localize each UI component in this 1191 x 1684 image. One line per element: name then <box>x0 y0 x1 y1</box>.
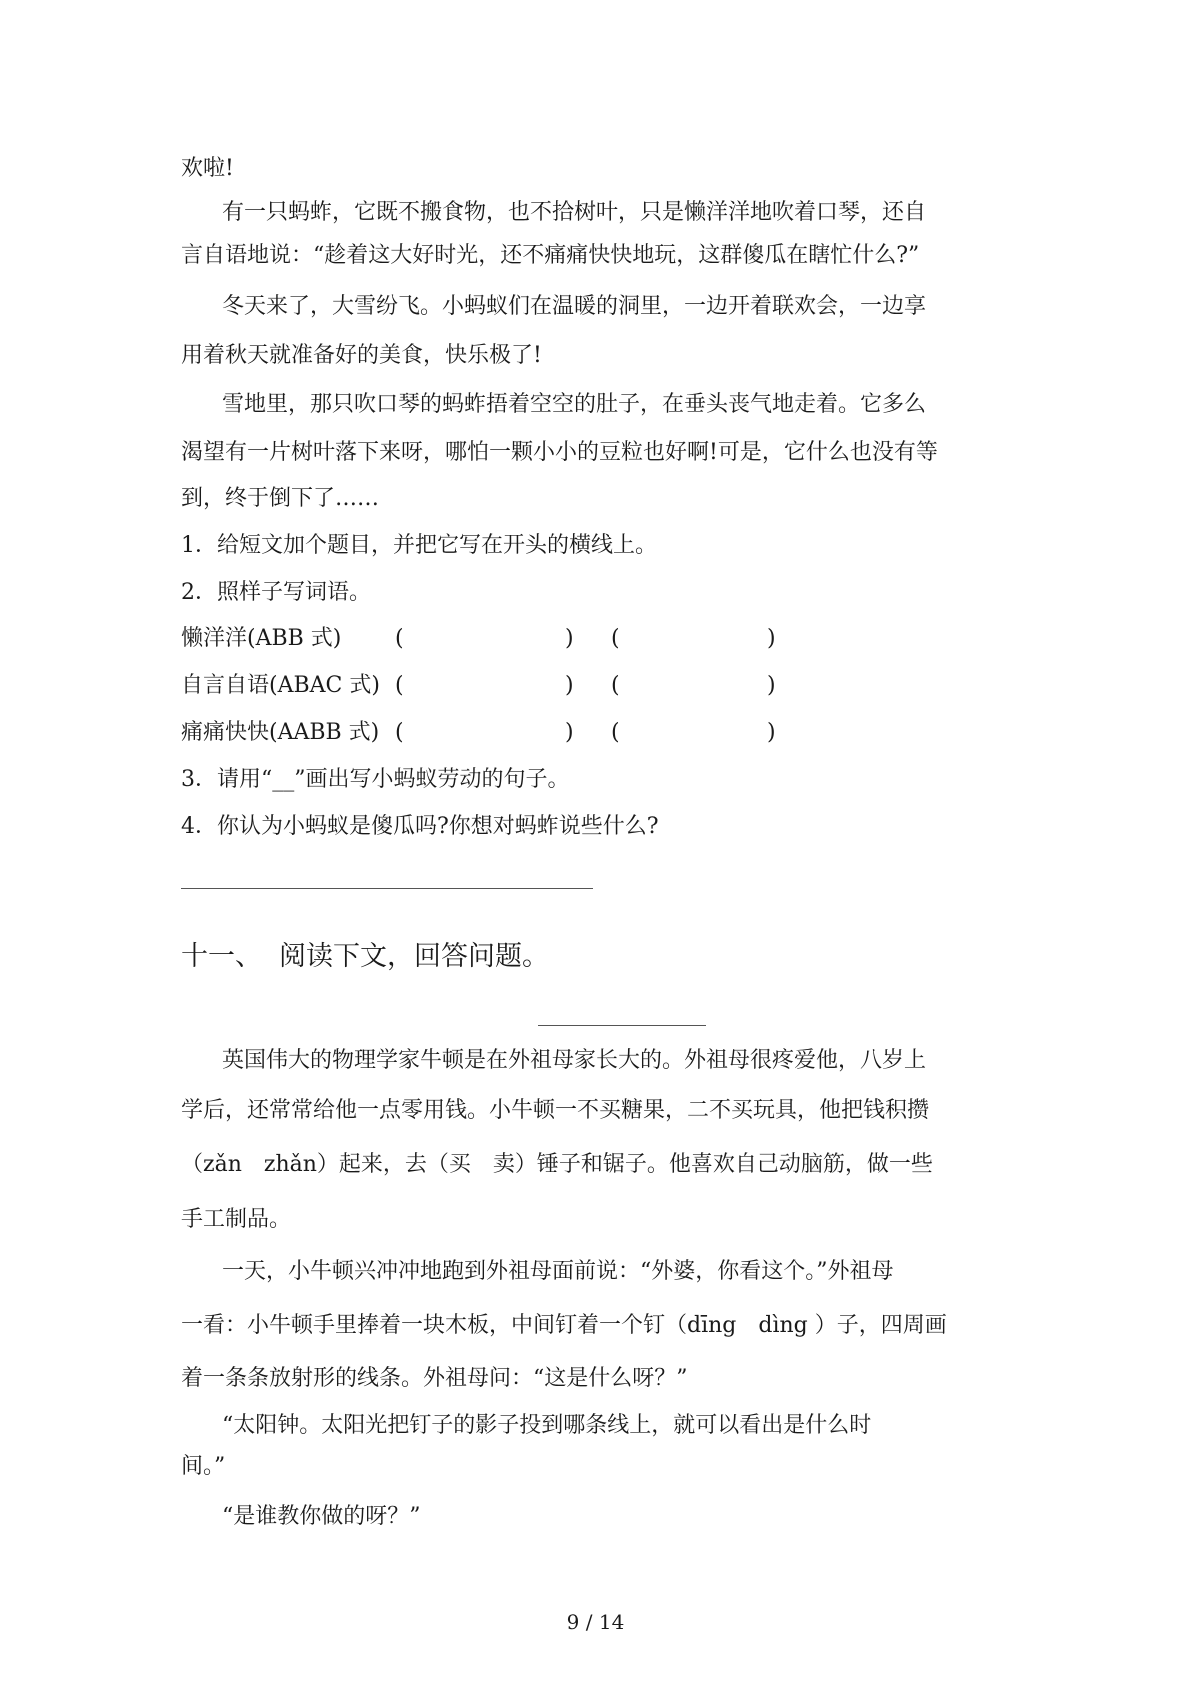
answer-blank-open[interactable]: ( <box>611 673 620 698</box>
passage-line: 手工制品。 <box>181 1207 292 1232</box>
passage-line: 一看：小牛顿手里捧着一块木板，中间钉着一个钉（dīng dìng ）子，四周画 <box>181 1313 947 1338</box>
answer-blank-open[interactable]: ( <box>395 673 404 698</box>
answer-blank-close: ) <box>767 626 776 651</box>
passage-line: 言自语地说：“趁着这大好时光，还不痛痛快快地玩，这群傻瓜在瞎忙什么?” <box>181 243 920 268</box>
answer-blank-close: ) <box>565 720 574 745</box>
passage-line: 雪地里，那只吹口琴的蚂蚱捂着空空的肚子，在垂头丧气地走着。它多么 <box>222 392 927 417</box>
passage-line: “太阳钟。太阳光把钉子的影子投到哪条线上，就可以看出是什么时 <box>222 1413 872 1438</box>
answer-blank-close: ) <box>767 720 776 745</box>
page-current: 9 <box>566 1610 580 1634</box>
answer-blank-open[interactable]: ( <box>395 626 404 651</box>
question-2: 2．照样子写词语。 <box>181 580 371 605</box>
passage-line: 一天，小牛顿兴冲冲地跑到外祖母面前说：“外婆，你看这个。”外祖母 <box>222 1259 894 1284</box>
passage-line: 冬天来了，大雪纷飞。小蚂蚁们在温暖的洞里，一边开着联欢会，一边享 <box>222 294 927 319</box>
answer-blank-close: ) <box>767 673 776 698</box>
answer-line[interactable] <box>181 888 593 889</box>
page-separator: / <box>585 1610 593 1634</box>
title-blank-line[interactable] <box>538 1025 706 1026</box>
passage-line: “是谁教你做的呀？” <box>222 1504 421 1529</box>
page-total: 14 <box>598 1610 625 1634</box>
answer-blank-close: ) <box>565 673 574 698</box>
question-1: 1．给短文加个题目，并把它写在开头的横线上。 <box>181 533 657 558</box>
passage-line: 有一只蚂蚱，它既不搬食物，也不拾树叶，只是懒洋洋地吹着口琴，还自 <box>222 200 927 225</box>
question-4: 4．你认为小蚂蚁是傻瓜吗?你想对蚂蚱说些什么? <box>181 814 659 839</box>
passage-line: 欢啦! <box>181 156 234 181</box>
section-heading <box>181 940 549 974</box>
passage-line: 到，终于倒下了…… <box>181 486 380 511</box>
answer-blank-open[interactable]: ( <box>395 720 404 745</box>
section-number: 十一、 <box>181 941 262 972</box>
passage-line: 间。” <box>181 1454 226 1479</box>
answer-blank-open[interactable]: ( <box>611 626 620 651</box>
passage-line: 用着秋天就准备好的美食，快乐极了! <box>181 343 542 368</box>
passage-line: 着一条条放射形的线条。外祖母问：“这是什么呀？” <box>181 1366 688 1391</box>
word-row-label: 痛痛快快(AABB 式) <box>181 720 380 745</box>
answer-blank-close: ) <box>565 626 574 651</box>
passage-line: 渴望有一片树叶落下来呀，哪怕一颗小小的豆粒也好啊!可是，它什么也没有等 <box>181 440 938 465</box>
answer-blank-open[interactable]: ( <box>611 720 620 745</box>
passage-line: 英国伟大的物理学家牛顿是在外祖母家长大的。外祖母很疼爱他，八岁上 <box>222 1048 927 1073</box>
word-row-label: 懒洋洋(ABB 式) <box>181 626 342 651</box>
passage-line: 学后，还常常给他一点零用钱。小牛顿一不买糖果，二不买玩具，他把钱积攒 <box>181 1098 930 1123</box>
section-title: 阅读下文，回答问题。 <box>279 941 549 972</box>
word-row-label: 自言自语(ABAC 式) <box>181 673 380 698</box>
passage-line: （zǎn zhǎn）起来，去（买 卖）锤子和锯子。他喜欢自己动脑筋，做一些 <box>181 1152 933 1177</box>
question-3: 3．请用“__”画出写小蚂蚁劳动的句子。 <box>181 767 570 792</box>
page-number <box>0 1608 1191 1636</box>
